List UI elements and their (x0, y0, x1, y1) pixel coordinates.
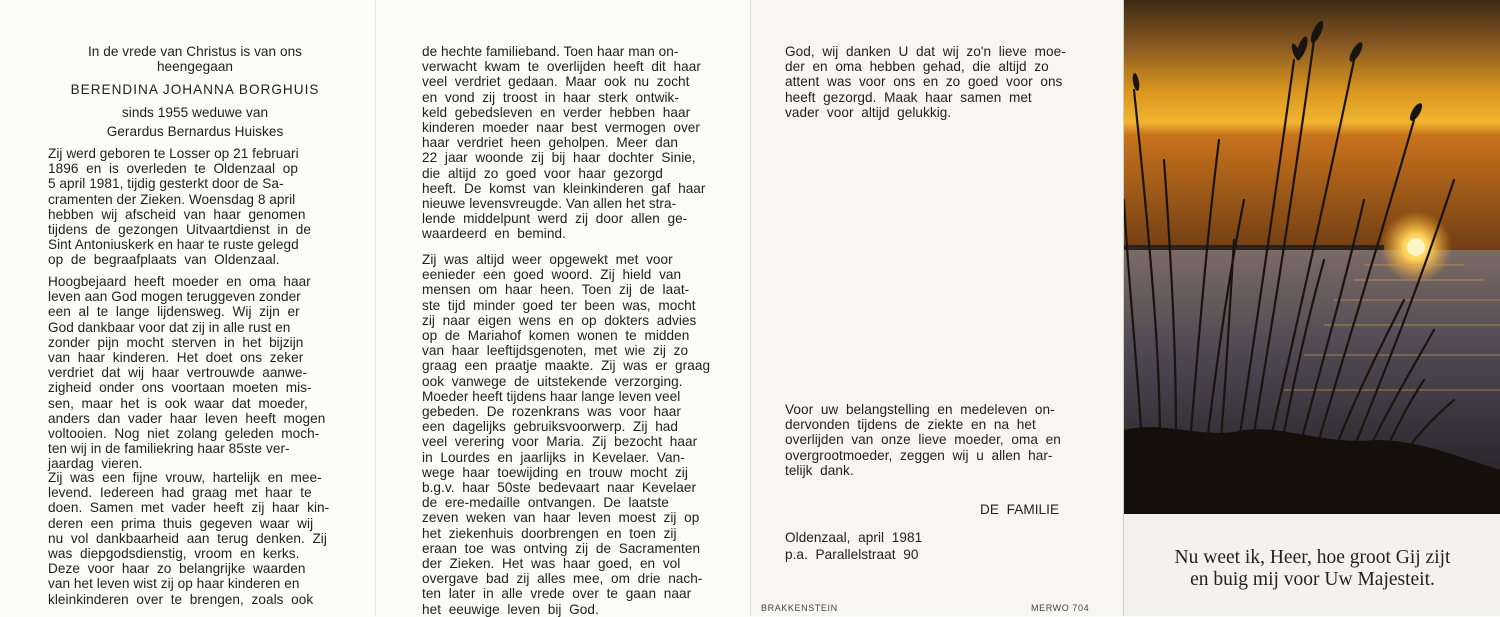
paragraph-character: Zij was een fijne vrouw, hartelijk en mee- levend. Iedereen had graag met haar te doen. Samen met vader heeft zij haar kin- deren een prima thuis gegeven waar wij nu vol dankbaarheid aan terug denken. Zij was diepgodsdienstig, vroom en kerks. Deze voor haar zo belangrijke waarden van het leven wist zij op haar kinderen en kleinkinderen over te brengen, zoals ook (48, 470, 330, 607)
prayer-text: God, wij danken U dat wij zo'n lieve moe- der en oma hebben gehad, die altijd zo attent was voor ons en zo goed voor ons heeft gezorgd. Maak haar samen met vader voor altijd gelukkig. (785, 44, 1066, 120)
left-page (0, 0, 375, 616)
intro-text: In de vrede van Christus is van ons heengegaan (87, 44, 303, 75)
paragraph-birth-death: Zij werd geboren te Losser op 21 februari 1896 en is overleden te Oldenzaal op 5 april 1981, tijdig gesterkt door de Sa- cramenten der Zieken. Woensdag 8 april hebben wij afscheid van haar genomen tijdens de gezongen Uitvaartdienst in de Sint Antoniuskerk en haar te ruste gelegd op de begraafplaats van Oldenzaal. (48, 146, 311, 268)
middle-page (375, 0, 750, 616)
paragraph-passing: Hoogbejaard heeft moeder en oma haar leven aan God mogen teruggeven zonder een al te lange lijdensweg. Wij zijn er God dankbaar voor dat zij in alle rust en zonder pijn mocht sterven in het bijzijn van haar kinderen. Het doet ons zeker verdriet dat wij haar vertrouwde aanwe- zigheid onder ons voortaan moeten mis- sen, maar het is ook waar dat moeder, anders dan vader haar leven heeft mogen voltooien. Nog niet zolang geleden moch- ten wij in de familiekring haar 85ste ver- jaardag vieren. (48, 274, 326, 472)
paragraph-faith: Zij was altijd weer opgewekt met voor eenieder een goed woord. Zij hield van mensen om haar heen. Toen zij de laat- ste tijd minder goed ter been was, mocht zij naar eigen wens en op dokters advies op de Mariahof komen wonen te midden van haar leeftijdsgenoten, met wie zij zo graag een praatje maakte. Zij was er graag ook vanwege de uitstekende verzorging. Moeder heeft tijdens haar lange leven veel gebeden. De rozenkrans was voor haar een dagelijks gebruiksvoorwerp. Zij had veel verering voor Maria. Zij bezocht haar in Lourdes en jaarlijks in Kevelaer. Van- wege haar toewijding en trouw mocht zij b.g.v. haar 50ste bedevaart naar Kevelaer de ere-medaille ontvangen. De laatste zeven weken van haar leven moest zij op het ziekenhuis doorbrengen en toen zij eraan toe was ontving zij de Sacramenten der Zieken. Het was haar goed, en vol overgave bad zij alles mee, om drie nach- ten later in alle vrede over te gaan naar het eeuwige leven bij God. (422, 252, 711, 617)
address: p.a. Parallelstraat 90 (785, 547, 919, 562)
family-signature: DE FAMILIE (980, 502, 1060, 517)
widow-line: sinds 1955 weduwe van (121, 105, 269, 120)
bible-verse: Nu weet ik, Heer, hoe groot Gij zijt en buig mij voor Uw Majesteit. (1174, 547, 1451, 590)
thanks-text: Voor uw belangstelling en medeleven on- dervonden tijdens de ziekte en na het overlijden van onze lieve moeder, oma en overgrootmoeder, zeggen wij u allen har- telijk dank. (785, 402, 1061, 478)
sunset-reeds-photo (1124, 0, 1500, 514)
husband-name: Gerardus Bernardus Huiskes (106, 124, 284, 139)
deceased-name: BERENDINA JOHANNA BORGHUIS (70, 82, 320, 97)
sunset-reeds-image (1124, 0, 1500, 514)
place-date: Oldenzaal, april 1981 (785, 530, 923, 545)
prayer-page (750, 0, 1123, 616)
printer-mark-right: MERWO 704 (1031, 603, 1090, 613)
printer-mark-left: BRAKKENSTEIN (761, 603, 838, 613)
photo-page (1123, 0, 1500, 616)
paragraph-family: de hechte familieband. Toen haar man on- verwacht kwam te overlijden heeft dit haar veel verdriet gedaan. Maar ook nu zocht en vond zij troost in haar sterk ontwik- keld gebedsleven en verder hebben haar kinderen moeder naar best vermogen over haar verdriet heen geholpen. Meer dan 22 jaar woonde zij bij haar dochter Sinie, die altijd zo goed voor haar gezorgd heeft. De komst van kleinkinderen gaf haar nieuwe levensvreugde. Van allen het stra- lende middelpunt werd zij door allen ge- waardeerd en bemind. (422, 44, 706, 242)
